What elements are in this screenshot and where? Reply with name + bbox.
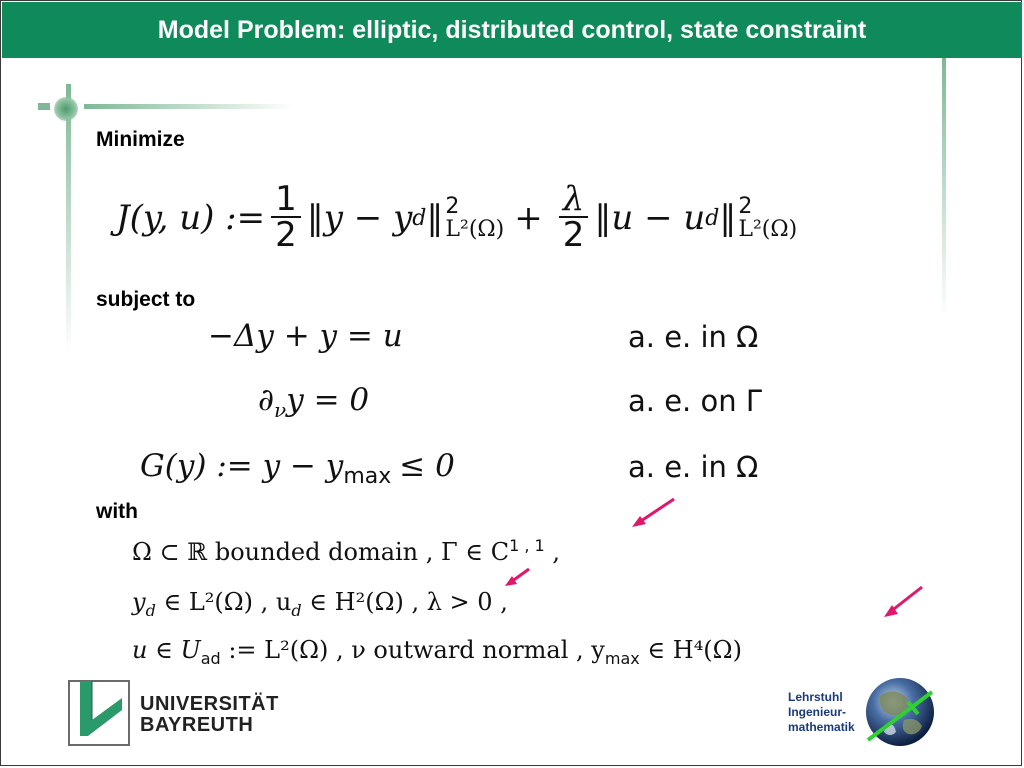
frac1-num: 1 xyxy=(275,179,297,220)
condition3-ad-sub: ad xyxy=(200,648,221,668)
condition3-max-sub: max xyxy=(604,648,640,668)
norm1-sup: 2 xyxy=(445,193,460,219)
chair-line1: Lehrstuhl xyxy=(788,690,843,704)
constraint2-partial: ∂ xyxy=(258,382,275,418)
objective-term1: ‖y − y xyxy=(306,198,413,238)
condition1-main: Ω ⊂ ℝ bounded domain , Γ ∈ C xyxy=(132,538,510,566)
frac2-num: λ xyxy=(562,179,585,220)
objective-term2-sub: d xyxy=(705,205,720,231)
constraint1-lhs: −Δy + y = u xyxy=(208,318,403,354)
condition1-sup: 1 , 1 xyxy=(509,536,545,555)
objective-frac1 xyxy=(271,179,301,256)
condition3-mid: := L²(Ω) , ν outward normal , y xyxy=(220,636,605,664)
decor-dot xyxy=(54,97,78,121)
condition3-end: ∈ H⁴(Ω) xyxy=(639,636,742,664)
objective-norm2-scripts xyxy=(738,195,797,241)
label-minimize: Minimize xyxy=(96,128,185,151)
objective-term1-sub: d xyxy=(412,205,427,231)
condition2-ud-sub: d xyxy=(291,600,302,620)
objective-term2: ‖u − u xyxy=(594,198,706,238)
norm2-sub: L²(Ω) xyxy=(738,217,798,242)
university-line1: UNIVERSITÄT xyxy=(140,693,279,715)
decor-vertical-line xyxy=(66,84,71,354)
objective-frac2 xyxy=(559,179,589,256)
constraint2-lhs xyxy=(258,382,369,422)
objective-equation: J(y, u) := $\frac{1}{2}$ ‖y − y d ‖ 2 L²(Ω) + $\frac{\lambda}{2}$ ‖u − u d ‖ 2 L²(Ω) xyxy=(116,179,798,256)
frac1-den: 2 xyxy=(271,216,301,254)
condition-line2 xyxy=(132,588,508,620)
norm1-sub: L²(Ω) xyxy=(445,217,505,242)
objective-norm1-scripts xyxy=(445,195,504,241)
condition2-yd: y xyxy=(132,588,146,616)
decor-horizontal-line xyxy=(84,104,294,109)
constraint2-sub: ν xyxy=(274,398,287,423)
constraint2-rhs: a. e. on Γ xyxy=(628,384,762,418)
condition1-end: , xyxy=(544,538,560,566)
arrow-icon-2 xyxy=(502,566,532,590)
university-name xyxy=(140,694,279,736)
condition-line1 xyxy=(132,536,560,566)
constraint3-main: G(y) := y − y xyxy=(140,448,344,484)
chair-line3: mathematik xyxy=(788,720,855,734)
university-logo-icon xyxy=(68,680,132,748)
constraint3-sub: max xyxy=(343,464,392,490)
constraint3-lhs xyxy=(140,448,455,489)
chair-line2: Ingenieur- xyxy=(788,705,847,719)
decor-vertical-line-right xyxy=(942,58,946,318)
label-with: with xyxy=(96,500,138,523)
constraint3-rhs: a. e. in Ω xyxy=(628,450,759,484)
chair-name xyxy=(788,690,855,735)
arrow-icon-1 xyxy=(628,496,678,530)
title-bar xyxy=(2,2,1022,58)
norm2-sup: 2 xyxy=(738,193,753,219)
globe-icon xyxy=(860,674,944,758)
decor-bar xyxy=(38,103,50,110)
condition2-yd-sub: d xyxy=(145,600,156,620)
objective-lhs: J(y, u) := xyxy=(116,198,266,238)
slide-title: Model Problem: elliptic, distributed control, state constraint xyxy=(157,15,867,44)
condition-line3 xyxy=(132,636,742,668)
condition2-mid: ∈ L²(Ω) , u xyxy=(155,588,292,616)
university-line2: BAYREUTH xyxy=(140,714,254,736)
constraint3-rest: ≤ 0 xyxy=(399,448,455,484)
constraint1-rhs: a. e. in Ω xyxy=(628,320,759,354)
frac2-den: 2 xyxy=(559,216,589,254)
objective-plus: + xyxy=(514,198,543,238)
label-subject-to: subject to xyxy=(96,288,196,311)
condition2-end: ∈ H²(Ω) , λ > 0 , xyxy=(301,588,508,616)
arrow-icon-3 xyxy=(880,584,926,620)
constraint2-rest: y = 0 xyxy=(286,382,370,418)
condition3-u: u ∈ U xyxy=(132,636,201,664)
